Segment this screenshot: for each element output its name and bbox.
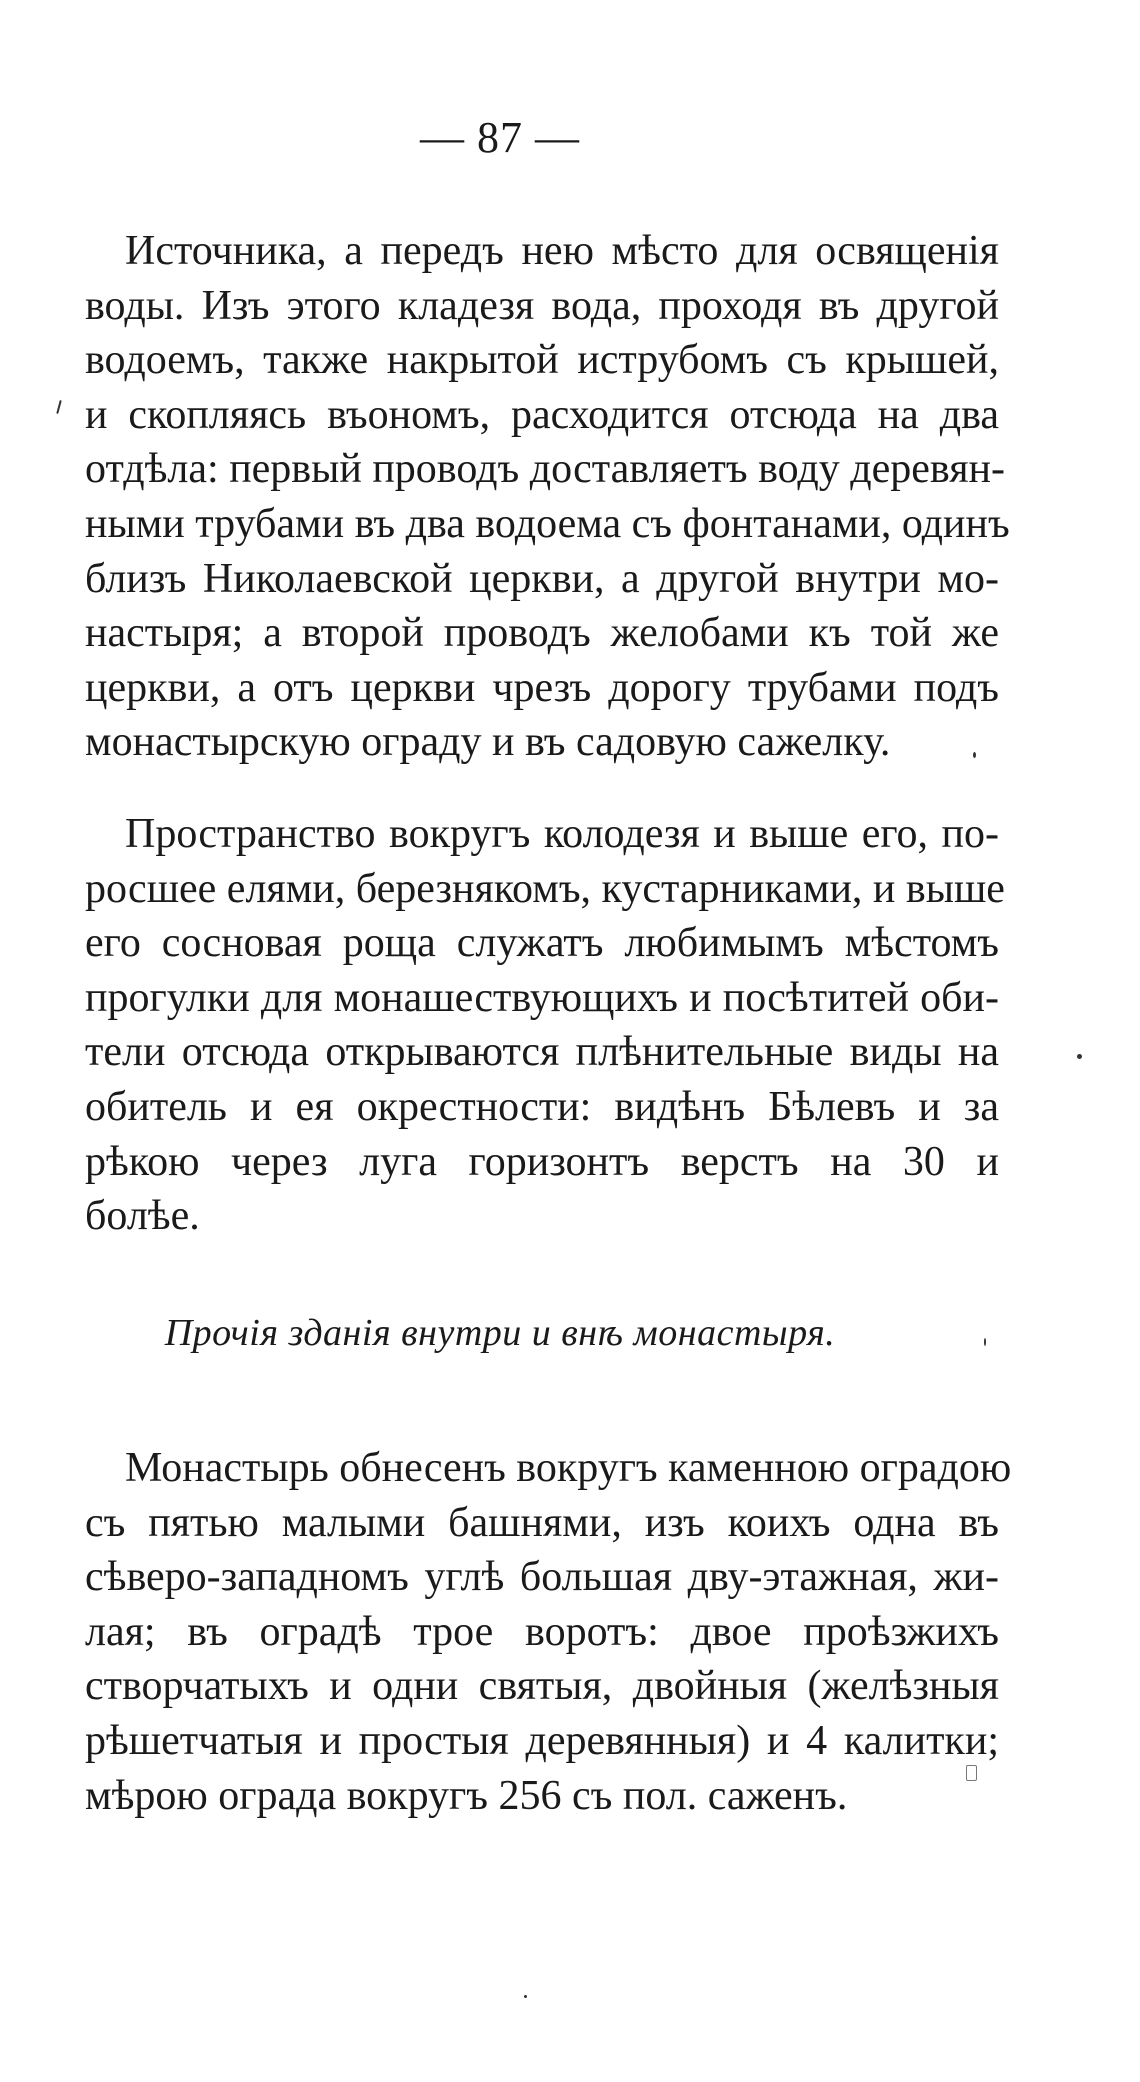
paragraph-line: церкви, а отъ церкви чрезъ дорогу трубами подъ	[85, 664, 999, 711]
paragraph-line: болѣе.	[85, 1193, 200, 1240]
paragraph-line: ными трубами въ два водоема съ фонтанами, одинъ	[85, 500, 1010, 547]
paragraph-line: прогулки для монашествующихъ и посѣтитей оби-	[85, 974, 999, 1021]
scan-speck	[56, 400, 62, 414]
paragraph-wall	[85, 1441, 1012, 1823]
paragraph-line: рѣшетчатыя и простыя деревянныя) и 4 калитки;	[85, 1717, 999, 1764]
paragraph-line: створчатыхъ и одни святыя, двойныя (желѣзныя	[85, 1663, 999, 1710]
paragraph-line: водоемъ, также накрытой иструбомъ съ крышей,	[85, 337, 999, 384]
scan-speck	[973, 752, 976, 758]
paragraph-line: монастырскую ограду и въ садовую сажелку.	[85, 719, 891, 766]
paragraph-line: и скопляясь въономъ, расходится отсюда на два	[85, 391, 999, 438]
paragraph-line: Источника, а передъ нею мѣсто для освященія	[125, 228, 999, 274]
paragraph-line: отдѣла: первый проводъ доставляетъ воду деревян-	[85, 446, 1005, 493]
paragraph-line: сѣверо-западномъ углѣ большая дву-этажная, жи-	[85, 1554, 999, 1601]
scan-speck	[1077, 1054, 1082, 1059]
section-heading: Прочія зданія внутри и внѣ монастыря.	[164, 1312, 836, 1354]
paragraph-line: съ пятью малыми башнями, изъ коихъ одна въ	[85, 1499, 999, 1546]
scan-speck	[984, 1338, 986, 1346]
paragraph-line: воды. Изъ этого кладезя вода, проходя въ другой	[85, 282, 999, 329]
paragraph-line: Монастырь обнесенъ вокругъ каменною оградою	[125, 1445, 1012, 1491]
scan-speck	[524, 1995, 527, 1998]
paragraph-line: лая; въ оградѣ трое воротъ: двое проѣзжихъ	[85, 1608, 999, 1655]
paragraph-line: мѣрою ограда вокругъ 256 съ пол. саженъ.	[85, 1772, 848, 1819]
paragraph-line: настыря; а второй проводъ желобами къ той же	[85, 610, 999, 657]
paragraph-line: росшее елями, березнякомъ, кустарниками, и выше	[85, 865, 1005, 912]
paragraph-line: тели отсюда открываются плѣнительные виды на	[85, 1029, 999, 1076]
paragraph-line: его сосновая роща служатъ любимымъ мѣстомъ	[85, 920, 999, 967]
paragraph-spring	[85, 224, 1010, 770]
paragraph-line: близъ Николаевской церкви, а другой внутри мо-	[85, 555, 999, 602]
scan-speck	[966, 1765, 977, 1781]
paragraph-line: обитель и ея окрестности: видѣнъ Бѣлевъ и за	[85, 1083, 999, 1130]
paragraph-line: рѣкою через луга горизонтъ верстъ на 30 и	[85, 1138, 999, 1185]
paragraph-grove	[85, 807, 1005, 1244]
paragraph-line: Пространство вокругъ колодезя и выше его, по-	[125, 811, 999, 857]
page-number: — 87 —	[420, 113, 580, 162]
